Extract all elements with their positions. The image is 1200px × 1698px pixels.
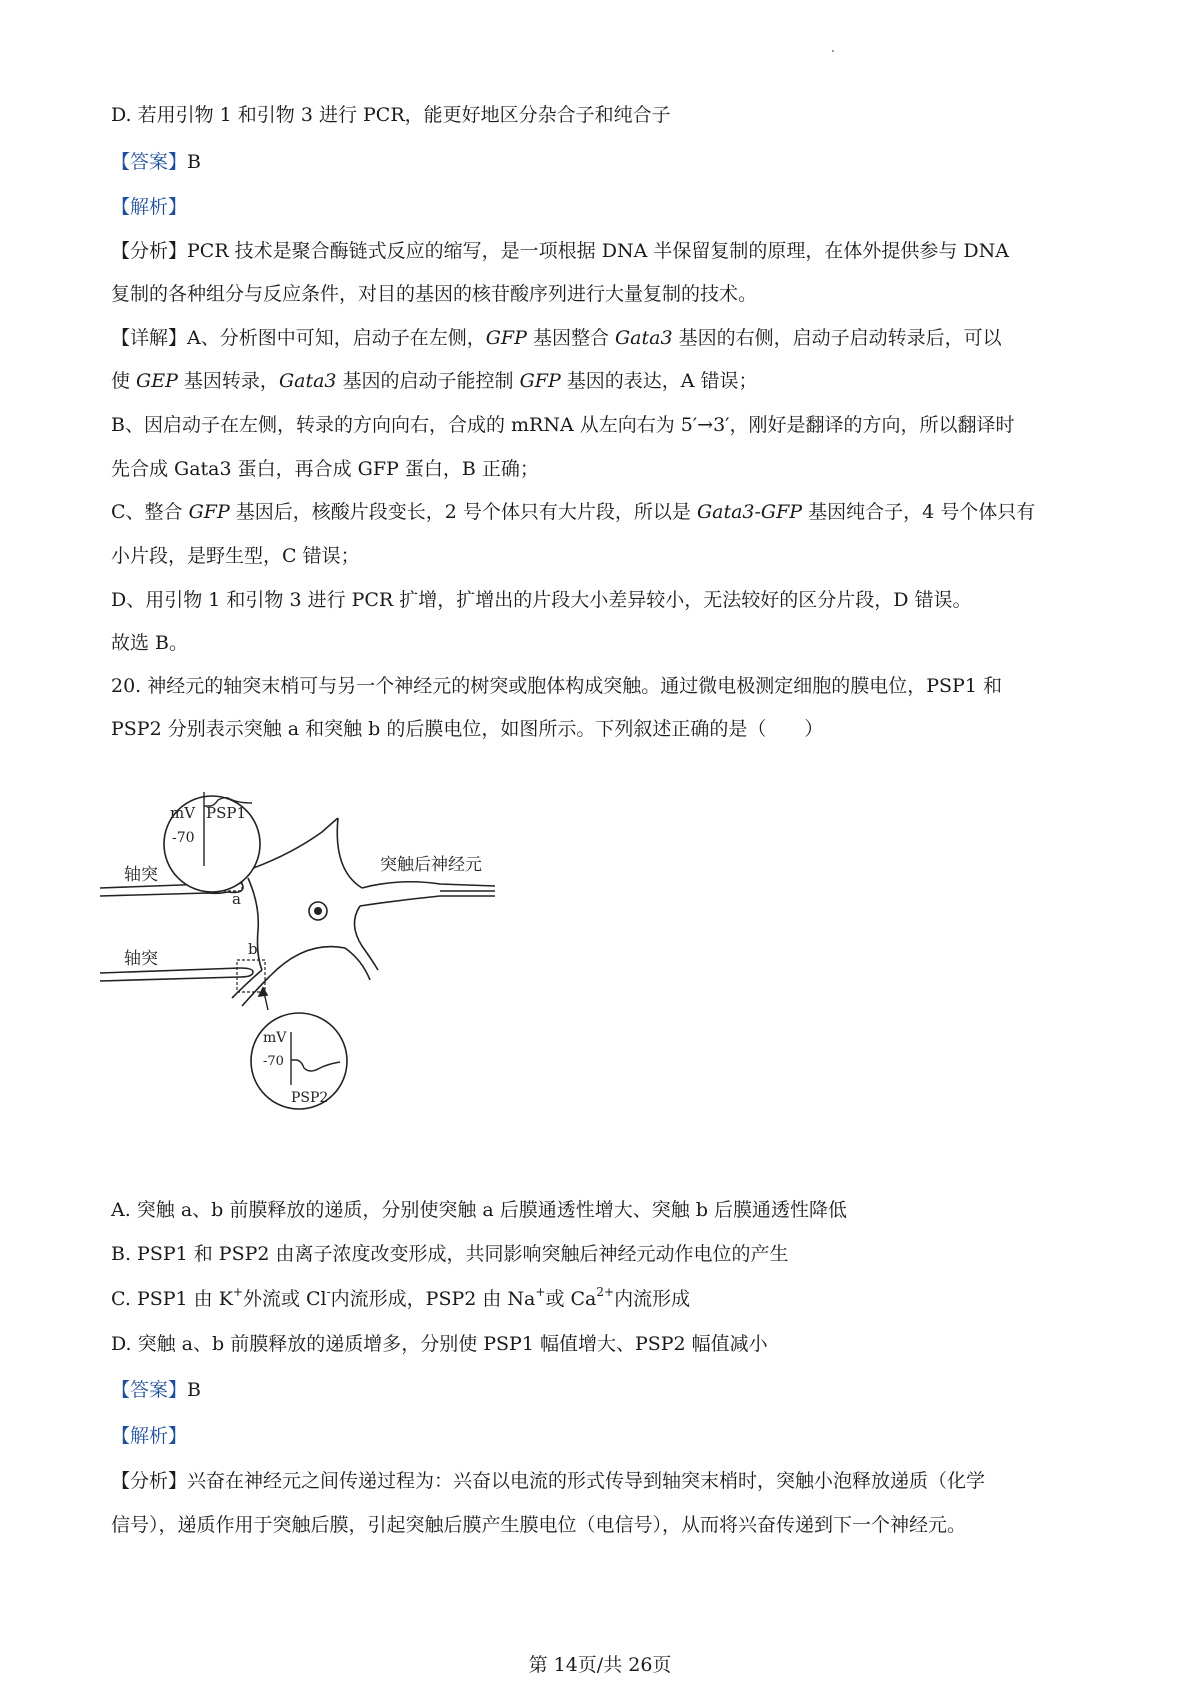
- page-footer: 第 14页/共 26页: [528, 1654, 672, 1676]
- gene-gata3-gfp: Gata3-GFP: [696, 501, 803, 523]
- superscript: 2+: [596, 1284, 615, 1299]
- fenxi-text: PCR 技术是聚合酶链式反应的缩写，是一项根据 DNA 半保留复制的原理，在体外提供参与 DNA: [187, 240, 1009, 262]
- dendrite-top-right: [337, 818, 362, 888]
- analysis-tag: 【解析】: [111, 196, 188, 218]
- xiangjie-tag: 【详解】: [111, 327, 188, 349]
- q19-detail-a-line-1: [111, 326, 1002, 350]
- synapse-figure: [100, 804, 550, 1175]
- superscript: +: [535, 1284, 546, 1299]
- text-run: 基因的表达，A 错误；: [560, 370, 758, 392]
- text-run: 基因后，核酸片段变长，2 号个体只有大片段，所以是: [229, 501, 697, 523]
- q20-fenxi-line-2: 信号），递质作用于突触后膜，引起突触后膜产生膜电位（电信号），从而将兴奋传递到下一个神经元。: [111, 1514, 967, 1536]
- gene-gfp: GFP: [485, 327, 527, 349]
- fig-label-a: a: [232, 890, 241, 908]
- fig-psp2: PSP2: [291, 1090, 329, 1106]
- gene-gep: GEP: [136, 370, 178, 392]
- q19-fenxi-line-1: [111, 239, 1009, 263]
- fig-post-neuron: 突触后神经元: [380, 855, 482, 875]
- fig-axon-top: 轴突: [124, 865, 158, 885]
- q20-option-a: A. 突触 a、b 前膜释放的递质，分别使突触 a 后膜通透性增大、突触 b 后膜通透性降低: [111, 1199, 848, 1221]
- q20-fenxi-line-1: [111, 1469, 985, 1493]
- text-run: 使: [111, 370, 137, 392]
- fig-neg70-bottom: -70: [263, 1054, 284, 1069]
- soma-bottom-edge: [270, 947, 370, 980]
- q19-detail-b-line-1: B、因启动子在左侧，转录的方向向右，合成的 mRNA 从左向右为 5′→3′，刚好是翻译的方向，所以翻译时: [111, 414, 1015, 436]
- scan-speck: [832, 50, 834, 52]
- axon-bottom-terminal: [240, 968, 253, 977]
- axon-bottom-lower: [100, 977, 240, 981]
- arrow-b-head: [259, 988, 267, 996]
- axon-bottom-upper: [100, 968, 240, 973]
- q20-option-b: B. PSP1 和 PSP2 由离子浓度改变形成，共同影响突触后神经元动作电位的产生: [111, 1243, 789, 1265]
- text-run: 基因整合: [526, 327, 615, 349]
- nucleolus: [315, 908, 321, 914]
- q20-analysis-heading: [111, 1424, 187, 1448]
- gene-gata3: Gata3: [615, 327, 673, 349]
- gene-gfp: GFP: [519, 370, 561, 392]
- text-run: 外流或 Cl: [242, 1288, 327, 1310]
- fenxi-tag: 【分析】: [111, 1470, 188, 1492]
- q19-answer: [111, 150, 201, 174]
- q20-stem-line-2: PSP2 分别表示突触 a 和突触 b 的后膜电位，如图所示。下列叙述正确的是（ ）: [111, 718, 824, 740]
- text-run: 内流形成，PSP2 由 Na: [330, 1288, 536, 1310]
- q19-detail-d: D、用引物 1 和引物 3 进行 PCR 扩增，扩增出的片段大小差异较小，无法较好的区分片段，D 错误。: [111, 589, 972, 611]
- q19-detail-b-line-2: 先合成 Gata3 蛋白，再合成 GFP 蛋白，B 正确；: [111, 458, 539, 480]
- answer-value: B: [187, 151, 201, 173]
- answer-value: B: [187, 1379, 201, 1401]
- fig-mv-bottom: mV: [263, 1030, 287, 1046]
- q20-option-c: [111, 1284, 691, 1311]
- superscript: -: [326, 1284, 331, 1299]
- q19-detail-c-line-1: [111, 500, 1035, 524]
- text-run: C、整合: [111, 501, 189, 523]
- q19-conclusion: 故选 B。: [111, 632, 189, 654]
- q20-stem-line-1: 20. 神经元的轴突末梢可与另一个神经元的树突或胞体构成突触。通过微电极测定细胞的膜电位，PSP1 和: [111, 675, 1002, 697]
- fig-label-b: b: [248, 940, 258, 958]
- gene-gfp: GFP: [188, 501, 230, 523]
- analysis-tag: 【解析】: [111, 1425, 188, 1447]
- gene-gata3: Gata3: [278, 370, 337, 392]
- text-run: C. PSP1 由 K: [111, 1288, 233, 1310]
- text-run: 基因转录，: [177, 370, 279, 392]
- fig-psp1: PSP1: [206, 804, 247, 822]
- q19-fenxi-line-2: 复制的各种组分与反应条件，对目的基因的核苷酸序列进行大量复制的技术。: [111, 283, 758, 305]
- text-run: 基因纯合子，4 号个体只有: [802, 501, 1036, 523]
- fig-mv-top: mV: [170, 804, 196, 822]
- fig-axon-bottom: 轴突: [124, 949, 158, 969]
- q19-option-d: D. 若用引物 1 和引物 3 进行 PCR，能更好地区分杂合子和纯合子: [111, 104, 671, 126]
- fenxi-text: 兴奋在神经元之间传递过程为：兴奋以电流的形式传导到轴突末梢时，突触小泡释放递质（化学: [187, 1470, 986, 1492]
- synapse-diagram: [100, 804, 550, 1175]
- text-run: 基因的启动子能控制: [336, 370, 520, 392]
- fig-neg70-top: -70: [172, 830, 195, 846]
- q19-analysis-heading: [111, 195, 187, 219]
- answer-tag: 【答案】: [111, 151, 188, 173]
- text-run: 或 Ca: [545, 1288, 597, 1310]
- text-run: A、分析图中可知，启动子在左侧，: [187, 327, 486, 349]
- q20-option-d: D. 突触 a、b 前膜释放的递质增多，分别使 PSP1 幅值增大、PSP2 幅值减小: [111, 1333, 768, 1355]
- fenxi-tag: 【分析】: [111, 240, 188, 262]
- dendrite-top-left: [248, 818, 338, 870]
- answer-tag: 【答案】: [111, 1379, 188, 1401]
- text-run: 基因的右侧，启动子启动转录后，可以: [672, 327, 1002, 349]
- superscript: +: [232, 1284, 243, 1299]
- q20-answer: [111, 1378, 201, 1402]
- q19-detail-c-line-2: 小片段，是野生型，C 错误；: [111, 545, 360, 567]
- axon-out-lower: [360, 896, 495, 906]
- q19-detail-a-line-2: [111, 369, 758, 393]
- axon-out-upper: [362, 882, 495, 888]
- text-run: 内流形成: [614, 1288, 691, 1310]
